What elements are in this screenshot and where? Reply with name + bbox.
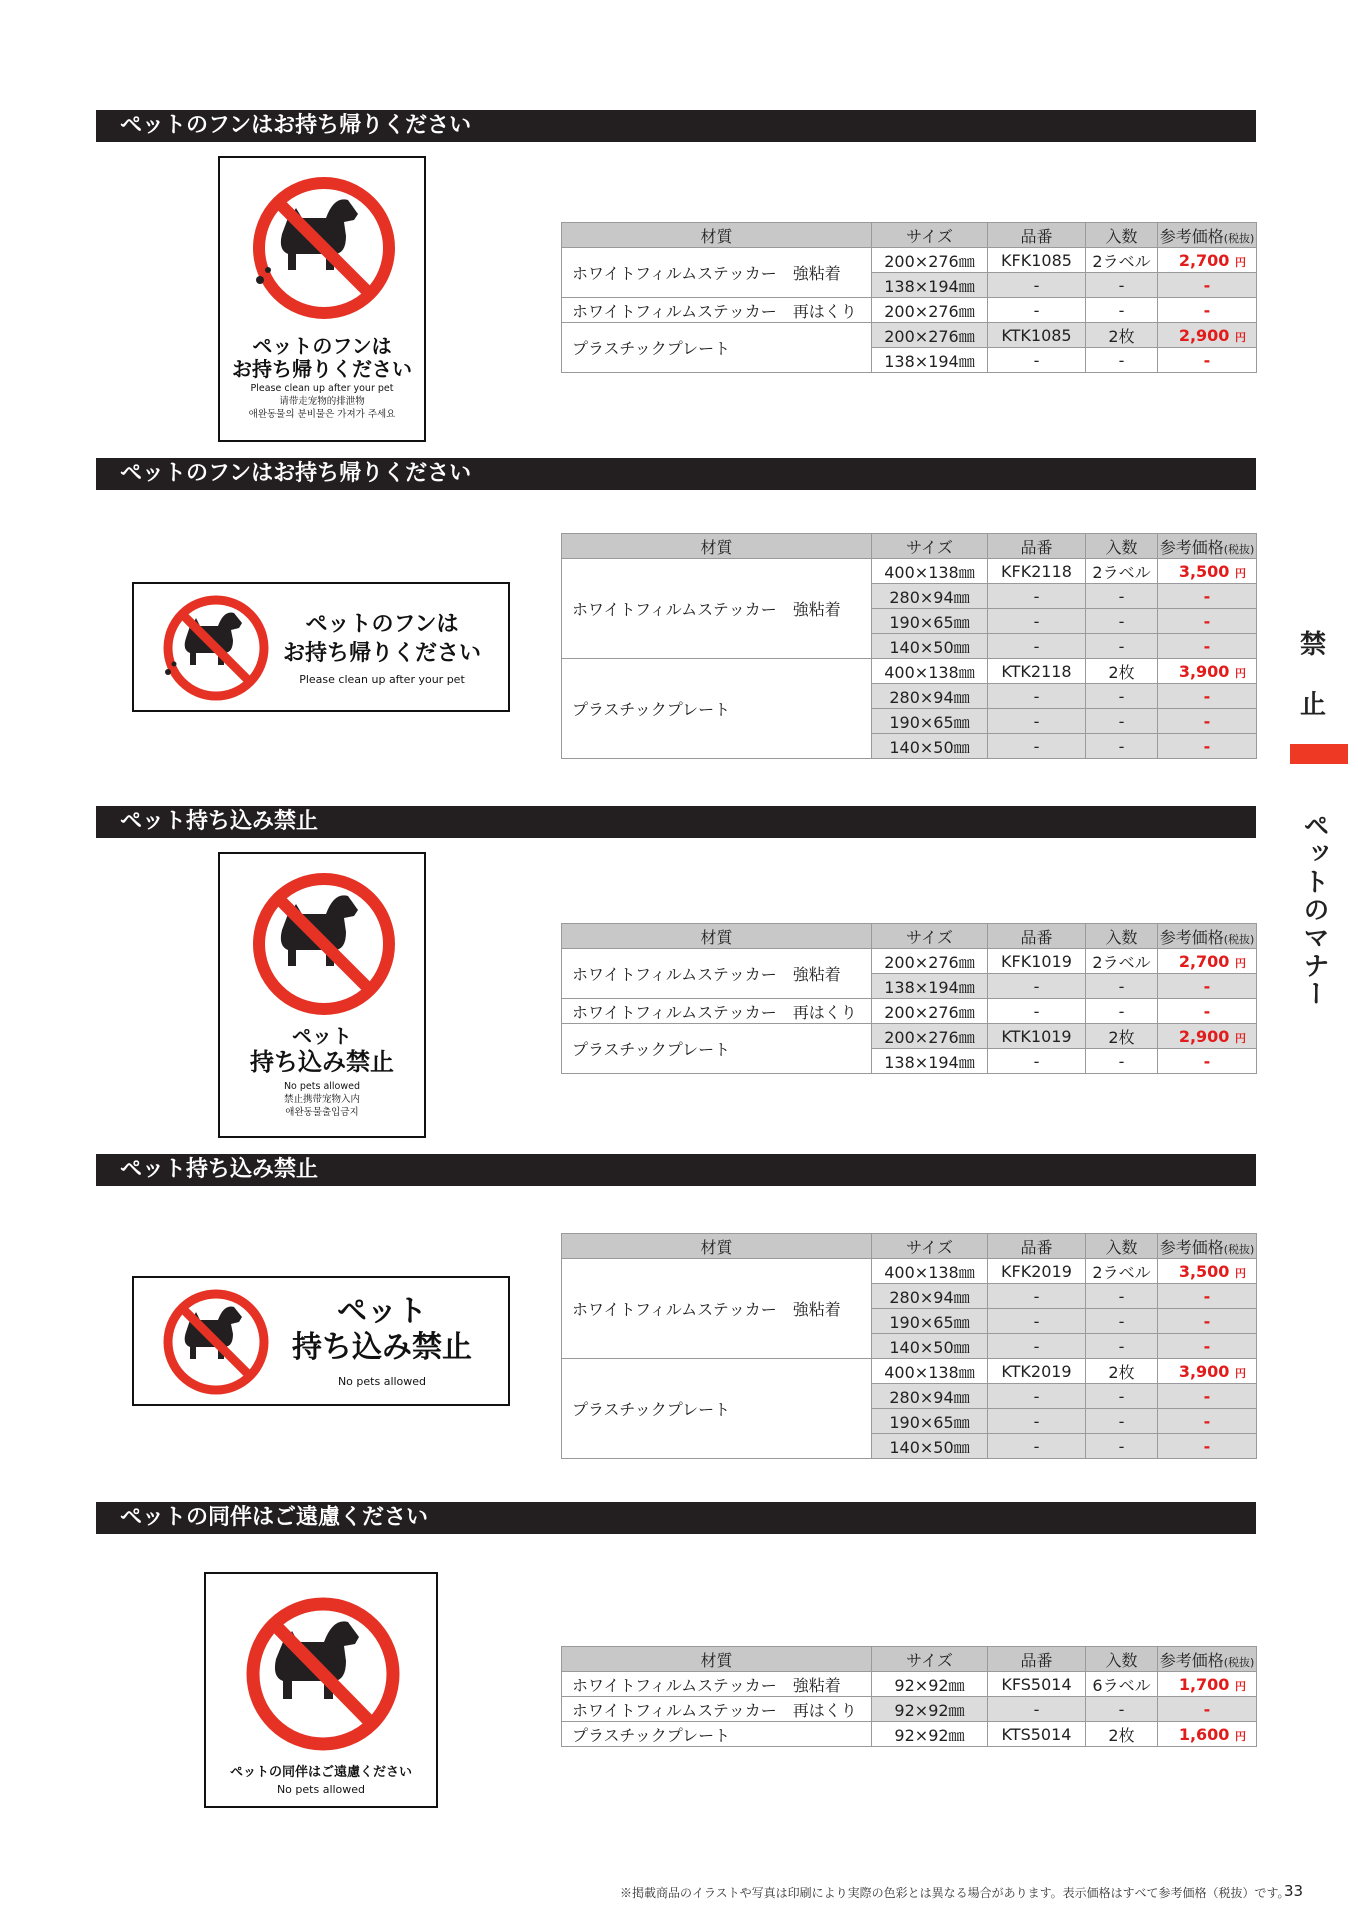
size-cell: 200×276㎜ — [872, 999, 988, 1024]
side-category: ペットのマナー — [1299, 812, 1329, 1008]
table-header-qty: 入数 — [1086, 1647, 1158, 1672]
qty-cell: - — [1086, 734, 1158, 759]
section-header: ペットのフンはお持ち帰りください — [96, 458, 1256, 490]
table-header-code: 品番 — [988, 924, 1086, 949]
qty-cell: 2ラベル — [1086, 248, 1158, 273]
table-header-price: 参考価格(税抜) — [1158, 924, 1257, 949]
code-cell: KFK2019 — [988, 1259, 1086, 1284]
table-header-code: 品番 — [988, 534, 1086, 559]
table-row — [562, 323, 1257, 348]
code-cell: - — [988, 1697, 1086, 1722]
size-cell: 400×138㎜ — [872, 1359, 988, 1384]
price-cell: - — [1158, 1049, 1257, 1074]
qty-cell: - — [1086, 273, 1158, 298]
spec-table — [561, 533, 1257, 759]
size-cell: 190×65㎜ — [872, 1309, 988, 1334]
code-cell: - — [988, 1309, 1086, 1334]
size-cell: 140×50㎜ — [872, 1334, 988, 1359]
no-dog-icon — [134, 1278, 284, 1408]
code-cell: KTS5014 — [988, 1722, 1086, 1747]
qty-cell: - — [1086, 684, 1158, 709]
material-cell: ホワイトフィルムステッカー 強粘着 — [562, 559, 872, 659]
size-cell: 92×92㎜ — [872, 1672, 988, 1697]
table-header-price: 参考価格(税抜) — [1158, 223, 1257, 248]
section-header: ペットの同伴はご遠慮ください — [96, 1502, 1256, 1534]
qty-cell: 2枚 — [1086, 1722, 1158, 1747]
table-header-qty: 入数 — [1086, 924, 1158, 949]
table-header-size: サイズ — [872, 1234, 988, 1259]
size-cell: 138×194㎜ — [872, 1049, 988, 1074]
size-cell: 92×92㎜ — [872, 1697, 988, 1722]
qty-cell: 2ラベル — [1086, 949, 1158, 974]
code-cell: - — [988, 1434, 1086, 1459]
code-cell: - — [988, 273, 1086, 298]
qty-cell: - — [1086, 1309, 1158, 1334]
code-cell: - — [988, 609, 1086, 634]
code-cell: - — [988, 348, 1086, 373]
sign-title: ペット — [292, 1024, 352, 1048]
code-cell: - — [988, 1284, 1086, 1309]
price-cell: - — [1158, 1384, 1257, 1409]
qty-cell: 6ラベル — [1086, 1672, 1158, 1697]
table-header-qty: 入数 — [1086, 1234, 1158, 1259]
footer-note: ※掲載商品のイラストや写真は印刷により実際の色彩とは異なる場合があります。表示価格はすべて参考価格（税抜）です。 — [620, 1886, 1290, 1900]
table-row — [562, 1722, 1257, 1747]
size-cell: 400×138㎜ — [872, 559, 988, 584]
qty-cell: 2ラベル — [1086, 1259, 1158, 1284]
qty-cell: 2枚 — [1086, 1359, 1158, 1384]
qty-cell: - — [1086, 348, 1158, 373]
table-header-price: 参考価格(税抜) — [1158, 1234, 1257, 1259]
price-cell: 2,700 円 — [1158, 248, 1257, 273]
code-cell: - — [988, 999, 1086, 1024]
table-header-size: サイズ — [872, 924, 988, 949]
sign-english: No pets allowed — [283, 1081, 361, 1092]
table-header-material: 材質 — [562, 534, 872, 559]
table-header-material: 材質 — [562, 1647, 872, 1672]
table-row — [562, 1024, 1257, 1049]
table-row — [562, 559, 1257, 584]
table-row — [562, 659, 1257, 684]
qty-cell: 2枚 — [1086, 1024, 1158, 1049]
table-header-material: 材質 — [562, 1234, 872, 1259]
sign-image — [218, 156, 426, 442]
code-cell: KFK1019 — [988, 949, 1086, 974]
sign-english: No pets allowed — [337, 1375, 427, 1388]
material-cell: ホワイトフィルムステッカー 強粘着 — [562, 1259, 872, 1359]
sign-english: No pets allowed — [276, 1783, 366, 1796]
size-cell: 200×276㎜ — [872, 298, 988, 323]
table-header-qty: 入数 — [1086, 223, 1158, 248]
code-cell: - — [988, 1049, 1086, 1074]
sign-title: 持ち込み禁止 — [250, 1048, 394, 1076]
sign-image — [132, 1276, 510, 1406]
sign-image — [204, 1572, 438, 1808]
price-cell: 2,900 円 — [1158, 323, 1257, 348]
table-row — [562, 1697, 1257, 1722]
qty-cell: - — [1086, 1049, 1158, 1074]
size-cell: 200×276㎜ — [872, 323, 988, 348]
sign-korean: 애완동물의 분비물은 가져가 주세요 — [248, 409, 396, 420]
code-cell: - — [988, 634, 1086, 659]
code-cell: - — [988, 709, 1086, 734]
section-header: ペットのフンはお持ち帰りください — [96, 110, 1256, 142]
spec-table — [561, 1646, 1257, 1747]
qty-cell: - — [1086, 1434, 1158, 1459]
code-cell: KFK2118 — [988, 559, 1086, 584]
sign-title: ペット — [337, 1294, 427, 1329]
size-cell: 190×65㎜ — [872, 1409, 988, 1434]
table-header-size: サイズ — [872, 223, 988, 248]
qty-cell: - — [1086, 634, 1158, 659]
price-cell: - — [1158, 1309, 1257, 1334]
qty-cell: - — [1086, 1384, 1158, 1409]
section-header: ペット持ち込み禁止 — [96, 806, 1256, 838]
size-cell: 280×94㎜ — [872, 1384, 988, 1409]
code-cell: KTK2019 — [988, 1359, 1086, 1384]
material-cell: ホワイトフィルムステッカー 再はくり — [562, 999, 872, 1024]
spec-table — [561, 1233, 1257, 1459]
material-cell: プラスチックプレート — [562, 659, 872, 759]
no-dog-icon — [220, 158, 428, 328]
price-cell: - — [1158, 999, 1257, 1024]
size-cell: 138×194㎜ — [872, 273, 988, 298]
sign-title: ペットのフンは — [305, 612, 459, 637]
size-cell: 138×194㎜ — [872, 974, 988, 999]
material-cell: プラスチックプレート — [562, 323, 872, 373]
price-cell: - — [1158, 609, 1257, 634]
price-cell: - — [1158, 1409, 1257, 1434]
side-accent-bar — [1290, 744, 1348, 764]
price-cell: - — [1158, 974, 1257, 999]
sign-title: お持ち帰りください — [232, 357, 412, 381]
material-cell: ホワイトフィルムステッカー 強粘着 — [562, 1672, 872, 1697]
spec-table — [561, 923, 1257, 1074]
material-cell: ホワイトフィルムステッカー 強粘着 — [562, 949, 872, 999]
price-cell: 3,900 円 — [1158, 659, 1257, 684]
side-kanji: 禁 — [1299, 630, 1326, 660]
code-cell: - — [988, 1409, 1086, 1434]
spec-table — [561, 222, 1257, 373]
sign-title: ペットの同伴はご遠慮ください — [229, 1765, 412, 1780]
code-cell: KFK1085 — [988, 248, 1086, 273]
price-cell: - — [1158, 273, 1257, 298]
price-cell: 1,700 円 — [1158, 1672, 1257, 1697]
price-cell: - — [1158, 684, 1257, 709]
sign-title: お持ち帰りください — [282, 641, 481, 666]
size-cell: 400×138㎜ — [872, 659, 988, 684]
qty-cell: - — [1086, 1697, 1158, 1722]
table-row — [562, 1359, 1257, 1384]
sign-korean: 애완동물출입금지 — [285, 1107, 359, 1118]
size-cell: 280×94㎜ — [872, 1284, 988, 1309]
price-cell: - — [1158, 709, 1257, 734]
size-cell: 400×138㎜ — [872, 1259, 988, 1284]
table-row — [562, 298, 1257, 323]
size-cell: 280×94㎜ — [872, 684, 988, 709]
table-header-material: 材質 — [562, 223, 872, 248]
table-header-qty: 入数 — [1086, 534, 1158, 559]
table-header-code: 品番 — [988, 1234, 1086, 1259]
price-cell: 1,600 円 — [1158, 1722, 1257, 1747]
qty-cell: - — [1086, 1334, 1158, 1359]
table-row — [562, 1259, 1257, 1284]
qty-cell: - — [1086, 1284, 1158, 1309]
material-cell: ホワイトフィルムステッカー 再はくり — [562, 1697, 872, 1722]
qty-cell: - — [1086, 1409, 1158, 1434]
price-cell: - — [1158, 1284, 1257, 1309]
table-row — [562, 1672, 1257, 1697]
price-cell: - — [1158, 584, 1257, 609]
price-cell: - — [1158, 1434, 1257, 1459]
sign-image — [218, 852, 426, 1138]
table-row — [562, 248, 1257, 273]
size-cell: 200×276㎜ — [872, 949, 988, 974]
size-cell: 138×194㎜ — [872, 348, 988, 373]
table-row — [562, 999, 1257, 1024]
code-cell: - — [988, 298, 1086, 323]
code-cell: KTK2118 — [988, 659, 1086, 684]
size-cell: 190×65㎜ — [872, 709, 988, 734]
material-cell: プラスチックプレート — [562, 1024, 872, 1074]
size-cell: 280×94㎜ — [872, 584, 988, 609]
price-cell: - — [1158, 298, 1257, 323]
table-header-price: 参考価格(税抜) — [1158, 1647, 1257, 1672]
code-cell: - — [988, 974, 1086, 999]
qty-cell: 2枚 — [1086, 659, 1158, 684]
qty-cell: 2枚 — [1086, 323, 1158, 348]
no-dog-icon — [206, 1574, 440, 1754]
price-cell: 3,500 円 — [1158, 559, 1257, 584]
material-cell: ホワイトフィルムステッカー 強粘着 — [562, 248, 872, 298]
sign-english: Please clean up after your pet — [299, 673, 465, 686]
side-kanji: 止 — [1299, 690, 1326, 720]
size-cell: 92×92㎜ — [872, 1722, 988, 1747]
code-cell: - — [988, 684, 1086, 709]
code-cell: - — [988, 1334, 1086, 1359]
price-cell: 3,900 円 — [1158, 1359, 1257, 1384]
sign-chinese: 请带走宠物的排泄物 — [279, 396, 365, 407]
page-number: 33 — [1284, 1882, 1304, 1900]
code-cell: KFS5014 — [988, 1672, 1086, 1697]
table-header-code: 品番 — [988, 223, 1086, 248]
table-row — [562, 949, 1257, 974]
sign-title: ペットのフンは — [252, 334, 392, 358]
code-cell: - — [988, 1384, 1086, 1409]
size-cell: 140×50㎜ — [872, 1434, 988, 1459]
qty-cell: - — [1086, 609, 1158, 634]
price-cell: - — [1158, 734, 1257, 759]
qty-cell: - — [1086, 709, 1158, 734]
price-cell: - — [1158, 1697, 1257, 1722]
price-cell: 3,500 円 — [1158, 1259, 1257, 1284]
qty-cell: - — [1086, 999, 1158, 1024]
price-cell: - — [1158, 348, 1257, 373]
code-cell: - — [988, 584, 1086, 609]
table-header-size: サイズ — [872, 1647, 988, 1672]
price-cell: 2,700 円 — [1158, 949, 1257, 974]
code-cell: KTK1085 — [988, 323, 1086, 348]
table-header-material: 材質 — [562, 924, 872, 949]
size-cell: 140×50㎜ — [872, 634, 988, 659]
price-cell: - — [1158, 1334, 1257, 1359]
size-cell: 200×276㎜ — [872, 1024, 988, 1049]
sign-image — [132, 582, 510, 712]
price-cell: 2,900 円 — [1158, 1024, 1257, 1049]
code-cell: KTK1019 — [988, 1024, 1086, 1049]
size-cell: 200×276㎜ — [872, 248, 988, 273]
qty-cell: - — [1086, 974, 1158, 999]
section-header: ペット持ち込み禁止 — [96, 1154, 1256, 1186]
no-dog-icon — [220, 854, 428, 1024]
sign-chinese: 禁止携带宠物入内 — [283, 1094, 360, 1105]
material-cell: ホワイトフィルムステッカー 再はくり — [562, 298, 872, 323]
price-cell: - — [1158, 634, 1257, 659]
qty-cell: - — [1086, 298, 1158, 323]
size-cell: 190×65㎜ — [872, 609, 988, 634]
code-cell: - — [988, 734, 1086, 759]
sign-english: Please clean up after your pet — [250, 383, 394, 394]
qty-cell: 2ラベル — [1086, 559, 1158, 584]
sign-title: 持ち込み禁止 — [292, 1330, 472, 1365]
qty-cell: - — [1086, 584, 1158, 609]
table-header-code: 品番 — [988, 1647, 1086, 1672]
table-header-price: 参考価格(税抜) — [1158, 534, 1257, 559]
table-header-size: サイズ — [872, 534, 988, 559]
no-dog-icon — [134, 584, 284, 714]
size-cell: 140×50㎜ — [872, 734, 988, 759]
material-cell: プラスチックプレート — [562, 1359, 872, 1459]
material-cell: プラスチックプレート — [562, 1722, 872, 1747]
